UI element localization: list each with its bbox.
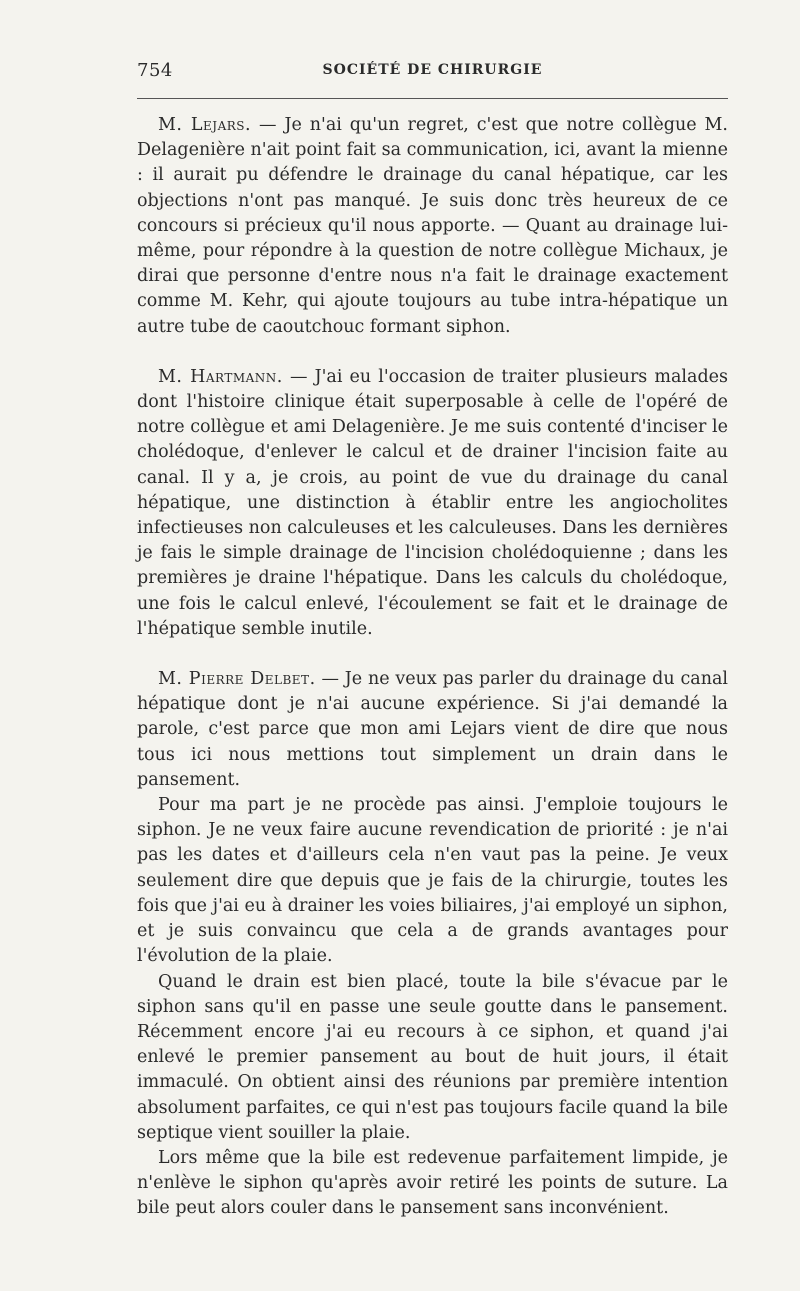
- paragraph-delbet-2: [137, 793, 728, 969]
- paragraph-text: — Je ne veux pas parler du drainage du canal hépatique dont je n'ai aucune expérience. Si j'ai demandé la parole, c'est parce que mon ami Lejars vient de dire que nous tous ici nous mettions tout simplement un drain dans le pansement.: [137, 669, 728, 790]
- page-number: 754: [137, 60, 173, 81]
- paragraph-text: — J'ai eu l'occasion de traiter plusieurs malades dont l'histoire clinique était superposable à celle de l'opéré de notre collègue et ami Delagenière. Je me suis contenté d'inciser le cholédoque, d'enlever le calcul et de drainer l'incision faite au canal. Il y a, je crois, au point de vue du drainage du canal hépatique, une distinction à établir entre les angiocholites infectieuses non calculeuses et les calculeuses. Dans les dernières je fais le simple drainage de l'incision cholédoquienne ; dans les premières je draine l'hépatique. Dans les calculs du cholédoque, une fois le calcul enlevé, l'écoulement se fait et le drainage de l'hépatique semble inutile.: [137, 366, 728, 639]
- paragraph-delbet-4: [137, 1146, 728, 1222]
- paragraph-delbet-3: [137, 970, 728, 1146]
- speaker-name: M. Hartmann.: [158, 366, 283, 387]
- running-title: SOCIÉTÉ DE CHIRURGIE: [322, 62, 543, 78]
- paragraph-delbet: [137, 667, 728, 793]
- paragraph-text: Lors même que la bile est redevenue parfaitement limpide, je n'enlève le siphon qu'après avoir retiré les points de suture. La bile peut alors couler dans le pansement sans inconvénient.: [137, 1147, 728, 1219]
- paragraph-hartmann: [137, 365, 728, 642]
- page-body: [137, 113, 728, 1222]
- paragraph-text: Pour ma part je ne procède pas ainsi. J'emploie toujours le siphon. Je ne veux faire aucune revendication de priorité : je n'ai pas les dates et d'ailleurs cela n'en vaut pas la peine. Je veux seulement dire que depuis que je fais de la chirurgie, toutes les fois que j'ai eu à drainer les voies biliaires, j'ai employé un siphon, et je suis convaincu que cela a de grands avantages pour l'évolution de la plaie.: [137, 795, 728, 967]
- header-rule: [137, 98, 728, 99]
- speaker-name: M. Lejars.: [158, 115, 252, 135]
- speaker-name: M. Pierre Delbet.: [158, 669, 316, 690]
- page-header: [137, 60, 728, 84]
- paragraph-text: Quand le drain est bien placé, toute la bile s'évacue par le siphon sans qu'il en passe une seule goutte dans le pansement. Récemment encore j'ai eu recours à ce siphon, et quand j'ai enlevé le premier pansement au bout de huit jours, il était immaculé. On obtient ainsi des réunions par première intention absolument parfaites, ce qui n'est pas toujours facile quand la bile septique vient souiller la plaie.: [137, 971, 728, 1143]
- paragraph-text: — Je n'ai qu'un regret, c'est que notre collègue M. Delagenière n'ait point fait sa communication, ici, avant la mienne : il aurait pu défendre le drainage du canal hépatique, car les objections n'ont pas manqué. Je suis donc très heureux de ce concours si précieux qu'il nous apporte. — Quant au drainage lui-même, pour répondre à la question de notre collègue Michaux, je dirai que personne d'entre nous n'a fait le drainage exactement comme M. Kehr, qui ajoute toujours au tube intra-hépatique un autre tube de caoutchouc formant siphon.: [137, 115, 728, 337]
- paragraph-lejars: [137, 113, 728, 340]
